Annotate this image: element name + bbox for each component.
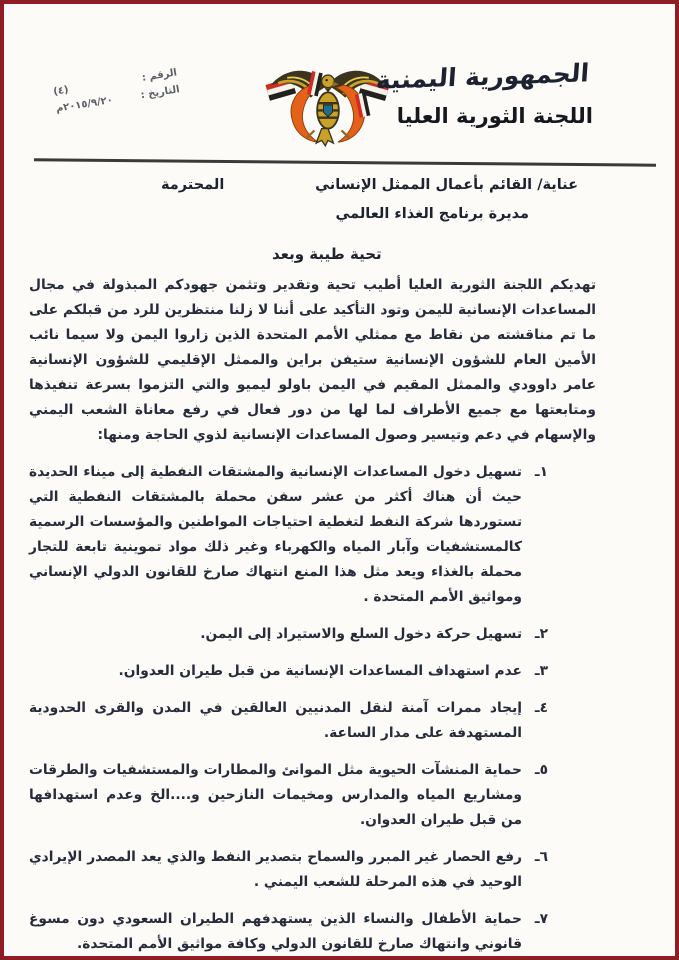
list-item-number: ٧ـ [534,911,548,927]
date-label: التاريخ : [139,84,181,102]
greeting-line: تحية طيبة وبعد [272,245,382,263]
list-item [29,622,548,647]
list-item [29,845,548,895]
list-item [29,696,548,746]
list-item-text: رفع الحصار غير المبرر والسماح بتصدير النفط والذي يعد المصدر الإيرادي الوحيد في هذه المرحلة للشعب اليمني . [29,849,522,890]
list-item [29,907,548,957]
ref-number-label: الرقم : [141,67,178,84]
list-item-text: تسهيل دخول المساعدات الإنسانية والمشتقات النفطية إلى ميناء الحديدة حيث أن هناك أكثر من عشر سفن محملة بالمشتقات النفطية التي تستوردها شركة النفط لتغطية احتياجات المواطنين والمؤسسات الرسمية كالمستشفيات وآبار المياه والكهرباء وغير ذلك مواد تموينية تابعة للتجار محملة بالغذاء ويعد مثل هذا المنع انتهاك صارخ للقانون الدولي الإنساني ومواثيق الأمم المتحدة . [29,464,522,605]
body-paragraph: تهديكم اللجنة الثورية العليا أطيب تحية وتقدير وتثمن جهودكم المبذولة في مجال المساعدات الإنسانية لليمن وتود التأكيد على أننا لا زلنا منتظرين للرد من قبلكم على ما تم مناقشته من نقاط مع ممثلي الأمم المتحدة الذين زاروا اليمن ولا سيما نائب الأمين العام للشؤون الإنسانية ستيفن براين والممثل الإقليمي للشؤون الإنسانية عامر داوودي والممثل المقيم في اليمن باولو ليميو والتي التزموا بسرعة تنفيذها ومتابعتها مع جميع الأطراف لما لها من دور فعال في رفع معاناة الشعب اليمني والإسهام في دعم وتيسير وصول المساعدات الإنسانية لذوي الحاجة ومنها: [29,277,596,443]
list-item-number: ٦ـ [534,849,548,865]
addressee-line1: عناية/ القائم بأعمال الممثل الإنساني [315,177,578,193]
demands-list [29,460,548,960]
list-item-number: ١ـ [534,464,548,480]
list-item-text: حماية المنشآت الحيوية مثل الموانئ والمطارات والمستشفيات والطرقات ومشاريع المياه والمدارس ومخيمات النازحين و....الخ وعدم استهدافها من قبل طيران العدوان. [29,762,522,828]
date-value: ٢٠١٥/٩/٢٠م [55,94,114,115]
committee-title: اللجنة الثورية العليا [396,104,593,128]
list-item-number: ٢ـ [534,626,548,642]
addressee-honorific: المحترمة [161,177,225,193]
list-item-number: ٣ـ [534,663,548,679]
ref-number-value: (٤) [52,84,70,98]
list-item-text: إيجاد ممرات آمنة لنقل المدنيين العالقين في المدن والقرى الحدودية المستهدفة على مدار الساعة. [29,700,522,741]
list-item-text: حماية الأطفال والنساء الذين يستهدفهم الطيران السعودي دون مسوغ قانوني وانتهاك صارخ للقانون الدولي وكافة مواثيق الأمم المتحدة. [29,911,522,952]
addressee-line2: مديرة برنامج الغذاء العالمي [335,206,529,222]
list-item-number: ٤ـ [534,700,548,716]
list-item [29,659,548,684]
list-item [29,460,548,610]
list-item-number: ٥ـ [534,762,548,778]
list-item-text: تسهيل حركة دخول السلع والاستيراد إلى اليمن. [200,626,522,642]
list-item-text: عدم استهداف المساعدات الإنسانية من قبل طيران العدوان. [118,663,522,679]
ref-date-block [52,64,181,117]
list-item [29,758,548,833]
republic-title: الجمهورية اليمنية [374,58,590,95]
yemen-coat-of-arms-icon [260,54,396,160]
